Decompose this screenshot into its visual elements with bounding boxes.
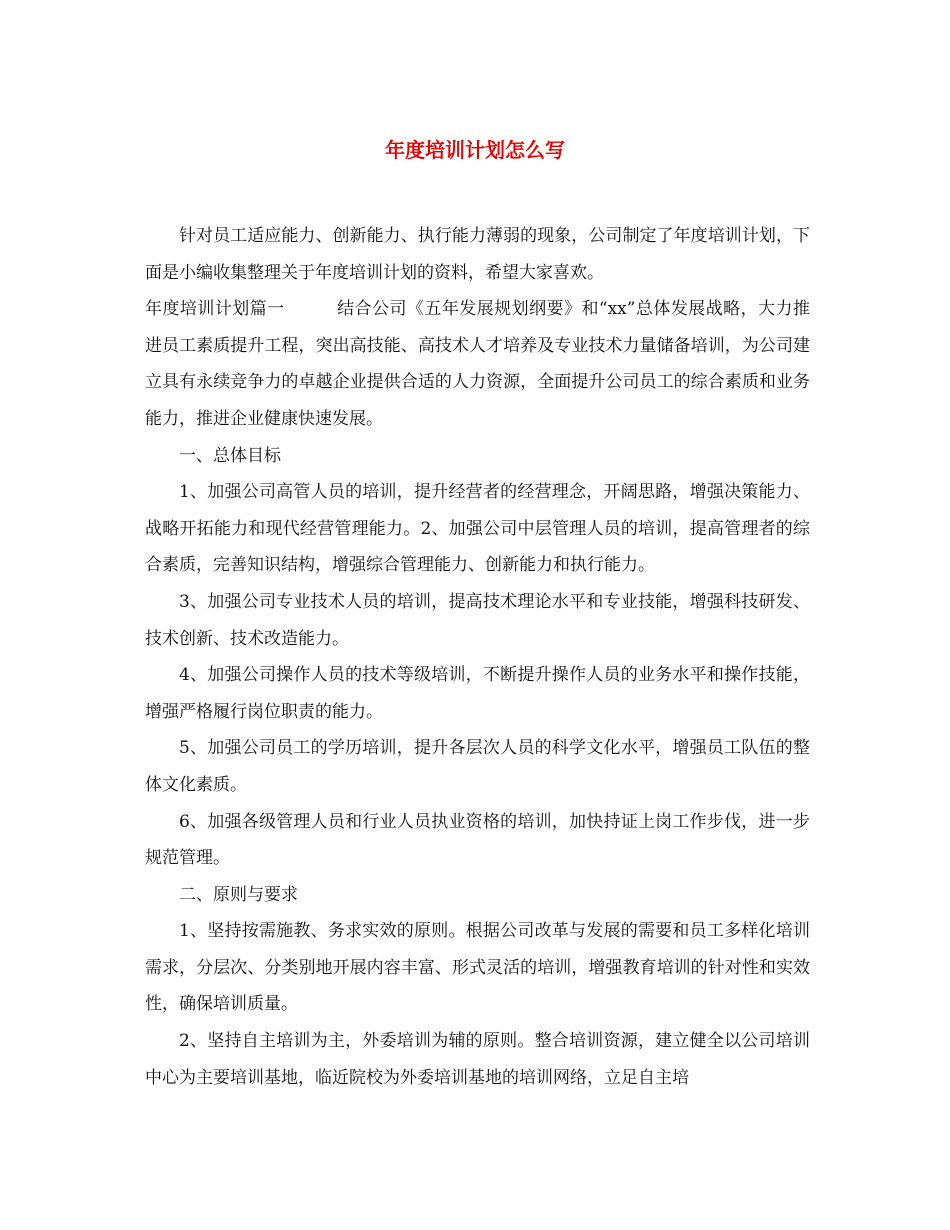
principle-paragraph: 2、坚持自主培训为主，外委培训为辅的原则。整合培训资源，建立健全以公司培训中心为主要培训基地，临近院校为外委培训基地的培训网络，立足自主培 [145, 1031, 810, 1088]
section-text: 结合公司《五年发展规划纲要》和“xx”总体发展战略，大力推进员工素质提升工程，突出高技能、高技术人才培养及专业技术力量储备培训，为公司建立具有永续竞争力的卓越企业提供合适的人力资源，全面提升公司员工的综合素质和业务能力，推进企业健康快速发展。 [145, 299, 811, 429]
goal-paragraph: 3、加强公司专业技术人员的培训，提高技术理论水平和专业技能，增强科技研发、技术创新、技术改造能力。 [145, 591, 810, 649]
heading-principles: 二、原则与要求 [179, 884, 298, 905]
intro-paragraph: 针对员工适应能力、创新能力、执行能力薄弱的现象，公司制定了年度培训计划，下面是小编收集整理关于年度培训计划的资料，希望大家喜欢。 [145, 226, 810, 283]
goal-paragraph: 6、加强各级管理人员和行业人员执业资格的培训，加快持证上岗工作步伐，进一步规范管理。 [145, 811, 810, 869]
goal-paragraph: 4、加强公司操作人员的技术等级培训，不断提升操作人员的业务水平和操作技能，增强严格履行岗位职责的能力。 [145, 665, 810, 722]
principle-paragraph: 1、坚持按需施教、务求实效的原则。根据公司改革与发展的需要和员工多样化培训需求，分层次、分类别地开展内容丰富、形式灵活的培训，增强教育培训的针对性和实效性，确保培训质量。 [145, 921, 810, 1015]
heading-overall-goals: 一、总体目标 [179, 445, 281, 466]
goal-paragraph: 1、加强公司高管人员的培训，提升经营者的经营理念，开阔思路，增强决策能力、战略开拓能力和现代经营管理能力。2、加强公司中层管理人员的培训，提高管理者的综合素质，完善知识结构，增强综合管理能力、创新能力和执行能力。 [145, 482, 810, 576]
section-paragraph [145, 291, 810, 437]
section-label: 年度培训计划篇一 [145, 299, 285, 320]
document-body [145, 218, 810, 1096]
goal-paragraph: 5、加强公司员工的学历培训，提升各层次人员的科学文化水平，增强员工队伍的整体文化素质。 [145, 738, 810, 795]
document-title: 年度培训计划怎么写 [385, 138, 565, 162]
